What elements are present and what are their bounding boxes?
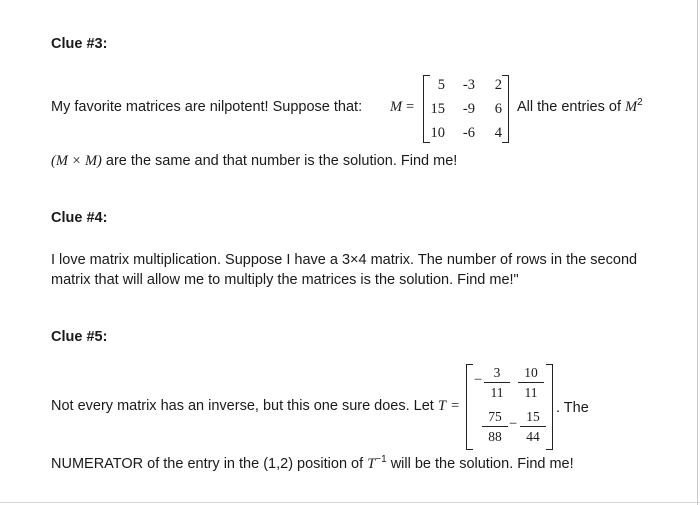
fraction-bar [482,426,508,427]
matrix-cell: -3 [462,77,475,93]
fraction-entry [516,365,546,401]
fraction-denominator: 44 [526,429,540,444]
matrix-cell: -9 [462,101,475,117]
clue3-after-symbol: M [625,99,638,115]
clue5-line2 [51,454,574,474]
matrix-cell: 2 [494,77,502,93]
clue4-heading: Clue #4: [51,210,108,226]
matrix-cell: 5 [437,77,445,93]
clue3-after-text [517,97,643,117]
clue3-line2-math: (M × M) [51,153,102,169]
fraction-numerator: 3 [493,365,501,380]
clue5-line2-pre: NUMERATOR of the entry in the (1,2) position of [51,456,364,472]
clue3-line2 [51,151,457,171]
fraction-numerator: 75 [488,409,502,424]
fraction-denominator: 11 [524,385,538,400]
entry-sign: − [474,372,483,388]
clue4-line1: I love matrix multiplication. Suppose I have a 3×4 matrix. The number of rows in the second [51,252,638,268]
clue3-after-label: All the entries of [517,99,621,115]
clue3-equals: = [406,99,415,115]
matrix-left-bracket [466,364,473,450]
clue5-heading: Clue #5: [51,329,108,345]
fraction-bar [518,382,544,383]
clue3-heading: Clue #3: [51,36,108,52]
fraction-numerator: 15 [526,409,540,424]
matrix-cell: 10 [430,125,445,141]
clue5-line2-post: will be the solution. Find me! [390,456,574,472]
clue5-after-text: . The [556,400,589,416]
fraction-bar [484,382,510,383]
clue3-matrix [423,75,509,143]
fraction-entry [482,365,512,401]
fraction-bar [520,426,546,427]
clue3-matrix-name: M [390,99,403,115]
fraction-numerator: 10 [524,365,538,380]
clue5-line2-symbol: T [367,456,376,472]
clue5-lead: Not every matrix has an inverse, but this one sure does. Let [51,398,434,414]
page-edge-bottom [0,502,700,503]
matrix-cell: -6 [462,125,475,141]
clue5-matrix [466,364,553,450]
matrix-right-bracket [502,75,509,143]
clue3-lead: My favorite matrices are nilpotent! Suppose that: [51,99,363,115]
fraction-entry [480,409,510,445]
matrix-cell: 6 [494,101,502,117]
fraction-denominator: 11 [490,385,504,400]
page-edge-right [697,0,698,505]
clue3-after-exponent: 2 [637,97,643,108]
clue5-matrix-name: T [438,398,447,414]
clue4-line2: matrix that will allow me to multiply the matrices is the solution. Find me!" [51,272,519,288]
clue5-line2-exponent: −1 [375,454,387,465]
clue5-equals: = [451,398,460,414]
matrix-cell: 15 [430,101,445,117]
fraction-entry [518,409,548,445]
clue3-line2-text: are the same and that number is the solution. Find me! [105,153,458,169]
entry-sign: − [509,416,518,432]
fraction-denominator: 88 [488,429,502,444]
matrix-cell: 4 [494,125,502,141]
